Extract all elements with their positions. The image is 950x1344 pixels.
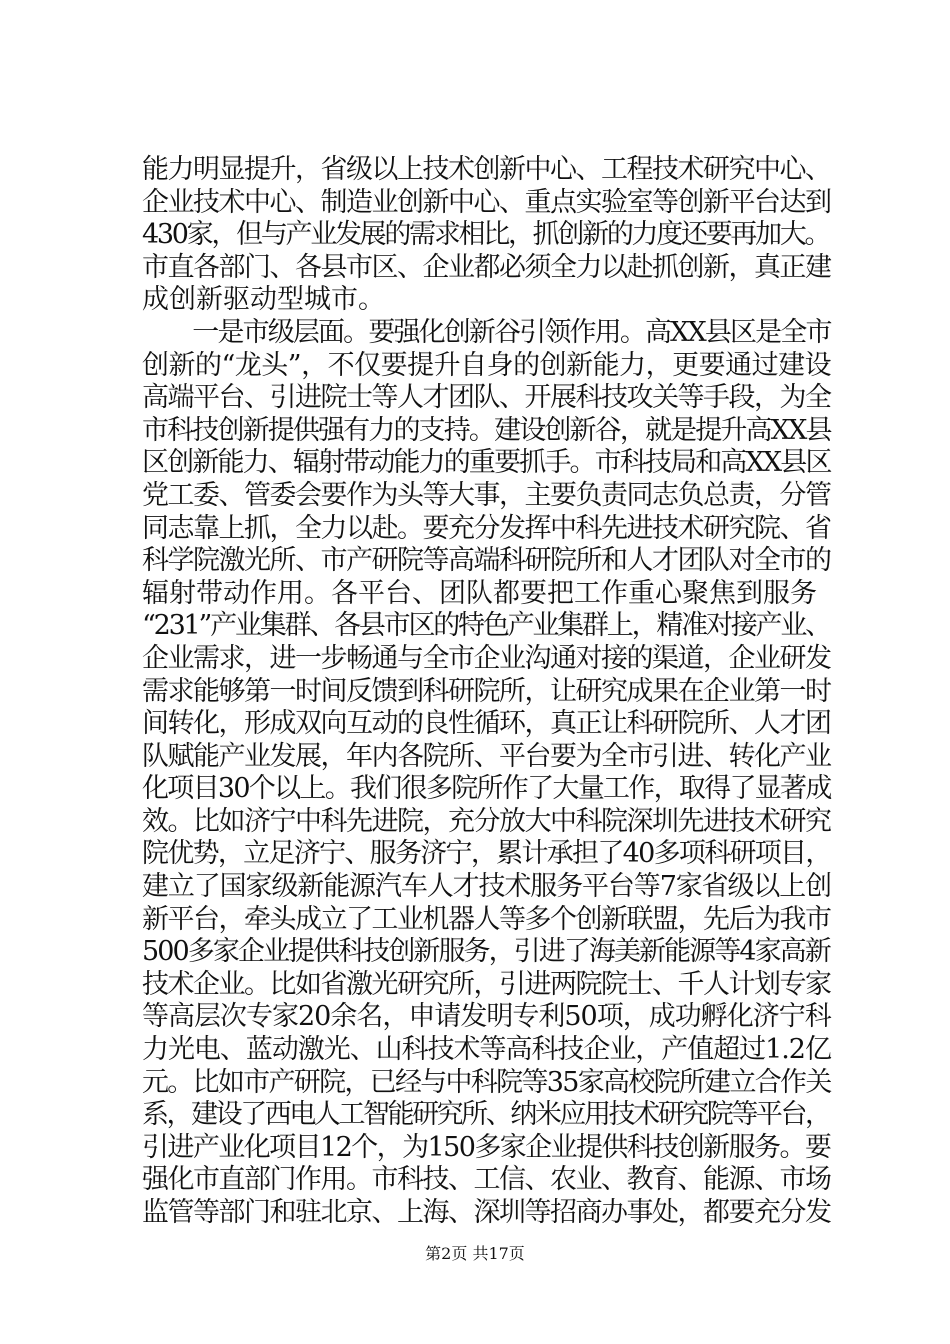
text-line: 系，建设了西电人工智能研究所、纳米应用技术研究院等平台， bbox=[142, 1099, 830, 1131]
text-line: 成创新驱动型城市。 bbox=[142, 284, 385, 316]
text-line: 新平台，牵头成立了工业机器人等多个创新联盟，先后为我市 bbox=[142, 903, 831, 935]
text-line: 辐射带动作用。各平台、团队都要把工作重心聚焦到服务 bbox=[142, 577, 817, 609]
text-line: 区创新能力、辐射带动能力的重要抓手。市科技局和高XX县区 bbox=[142, 447, 831, 479]
text-line: 430家，但与产业发展的需求相比，抓创新的力度还要再加大。 bbox=[142, 219, 830, 251]
text-line: 企业技术中心、制造业创新中心、重点实验室等创新平台达到 bbox=[142, 186, 831, 218]
text-line: 等高层次专家20余名，申请发明专利50项，成功孵化济宁科 bbox=[142, 1001, 831, 1033]
text-line: 力光电、蓝动激光、山科技术等高科技企业，产值超过1.2亿 bbox=[142, 1034, 831, 1066]
text-line: 监管等部门和驻北京、上海、深圳等招商办事处，都要充分发 bbox=[142, 1197, 831, 1228]
text-line: 市科技创新提供强有力的支持。建设创新谷，就是提升高XX县 bbox=[142, 414, 831, 446]
text-line: 间转化，形成双向互动的良性循环，真正让科研院所、人才团 bbox=[142, 708, 831, 740]
text-line: 化项目30个以上。我们很多院所作了大量工作，取得了显著成 bbox=[142, 773, 831, 805]
text-line: 一是市级层面。要强化创新谷引领作用。高XX县区是全市 bbox=[142, 316, 831, 348]
text-line: 企业需求，进一步畅通与全市企业沟通对接的渠道，企业研发 bbox=[142, 642, 831, 674]
text-line: 500多家企业提供科技创新服务，引进了海美新能源等4家高新 bbox=[142, 936, 830, 968]
body-text bbox=[142, 154, 832, 1230]
text-line: “231”产业集群、各县市区的特色产业集群上，精准对接产业、 bbox=[142, 610, 830, 642]
page-footer: 第2页 共17页 bbox=[425, 1244, 525, 1263]
text-line: 创新的“龙头”，不仅要提升自身的创新能力，更要通过建设 bbox=[142, 349, 832, 381]
text-line: 强化市直部门作用。市科技、工信、农业、教育、能源、市场 bbox=[142, 1164, 831, 1196]
text-line: 需求能够第一时间反馈到科研院所，让研究成果在企业第一时 bbox=[142, 675, 831, 707]
text-line: 高端平台、引进院士等人才团队、开展科技攻关等手段，为全 bbox=[142, 382, 831, 414]
text-line: 能力明显提升，省级以上技术创新中心、工程技术研究中心、 bbox=[142, 154, 831, 185]
text-line: 同志靠上抓，全力以赴。要充分发挥中科先进技术研究院、省 bbox=[142, 512, 831, 544]
text-line: 效。比如济宁中科先进院，充分放大中科院深圳先进技术研究 bbox=[142, 805, 831, 837]
text-line: 元。比如市产研院，已经与中科院等35家高校院所建立合作关 bbox=[142, 1066, 831, 1098]
text-line: 市直各部门、各县市区、企业都必须全力以赴抓创新，真正建 bbox=[142, 251, 831, 283]
text-line: 队赋能产业发展，年内各院所、平台要为全市引进、转化产业 bbox=[142, 740, 831, 772]
text-line: 技术企业。比如省激光研究所，引进两院院士、千人计划专家 bbox=[142, 968, 831, 1000]
text-line: 科学院激光所、市产研院等高端科研院所和人才团队对全市的 bbox=[142, 545, 831, 577]
text-line: 党工委、管委会要作为头等大事，主要负责同志负总责，分管 bbox=[142, 479, 831, 511]
text-line: 院优势，立足济宁、服务济宁，累计承担了40多项科研项目， bbox=[142, 838, 831, 870]
text-line: 引进产业化项目12个，为150多家企业提供科技创新服务。要 bbox=[142, 1131, 831, 1163]
text-line: 建立了国家级新能源汽车人才技术服务平台等7家省级以上创 bbox=[142, 871, 832, 903]
